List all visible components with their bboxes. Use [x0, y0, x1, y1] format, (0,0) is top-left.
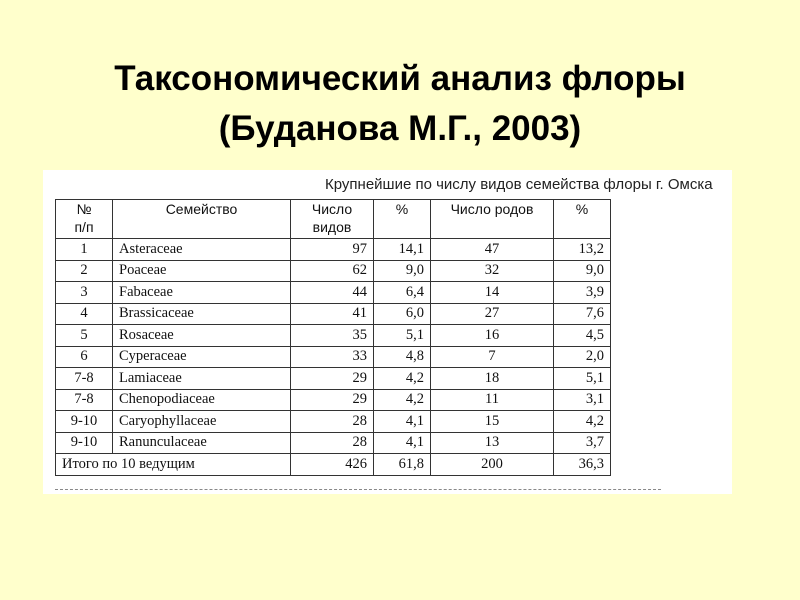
cell-pct-species: 9,0	[374, 260, 431, 282]
cell-pct-genera: 9,0	[554, 260, 611, 282]
cell-species: 28	[291, 432, 374, 454]
cell-num: 9-10	[56, 432, 113, 454]
cell-pct-species: 4,1	[374, 432, 431, 454]
cell-genera: 18	[431, 368, 554, 390]
table-footer	[56, 454, 611, 476]
cell-num: 1	[56, 239, 113, 261]
cell-family: Asteraceae	[113, 239, 291, 261]
cell-genera: 13	[431, 432, 554, 454]
cell-num: 4	[56, 303, 113, 325]
table-row	[56, 346, 611, 368]
table-caption: Крупнейшие по числу видов семейства флоры г. Омска	[325, 176, 713, 193]
header-species-line2: видов	[312, 219, 352, 235]
total-pct-species: 61,8	[374, 454, 431, 476]
cell-pct-genera: 5,1	[554, 368, 611, 390]
cell-pct-species: 6,0	[374, 303, 431, 325]
header-row	[56, 200, 611, 239]
cell-family: Rosaceae	[113, 325, 291, 347]
cell-species: 62	[291, 260, 374, 282]
cell-genera: 14	[431, 282, 554, 304]
cell-genera: 27	[431, 303, 554, 325]
cell-family: Chenopodiaceae	[113, 389, 291, 411]
cell-num: 6	[56, 346, 113, 368]
header-pct-genera: %	[554, 200, 611, 239]
cell-species: 41	[291, 303, 374, 325]
header-num-line1: №	[76, 201, 92, 217]
cell-species: 29	[291, 368, 374, 390]
cell-family: Lamiaceae	[113, 368, 291, 390]
cell-genera: 7	[431, 346, 554, 368]
cell-pct-species: 4,2	[374, 368, 431, 390]
cell-pct-genera: 3,1	[554, 389, 611, 411]
cell-species: 44	[291, 282, 374, 304]
cell-species: 29	[291, 389, 374, 411]
cell-num: 5	[56, 325, 113, 347]
total-row	[56, 454, 611, 476]
title-line-2: (Буданова М.Г., 2003)	[218, 109, 582, 148]
title-line-1: Таксономический анализ флоры	[114, 59, 686, 98]
cell-species: 28	[291, 411, 374, 433]
header-genera: Число родов	[431, 200, 554, 239]
cell-pct-species: 6,4	[374, 282, 431, 304]
total-species: 426	[291, 454, 374, 476]
table-row	[56, 432, 611, 454]
cell-family: Poaceae	[113, 260, 291, 282]
cell-num: 9-10	[56, 411, 113, 433]
table-row	[56, 368, 611, 390]
cell-genera: 16	[431, 325, 554, 347]
cell-family: Caryophyllaceae	[113, 411, 291, 433]
table-body	[56, 239, 611, 454]
cut-line-divider	[55, 489, 661, 493]
header-pct-species: %	[374, 200, 431, 239]
cell-pct-genera: 13,2	[554, 239, 611, 261]
header-species-line1: Число	[311, 201, 353, 217]
cell-species: 35	[291, 325, 374, 347]
cell-pct-genera: 3,9	[554, 282, 611, 304]
table-row	[56, 325, 611, 347]
cell-num: 2	[56, 260, 113, 282]
cell-num: 3	[56, 282, 113, 304]
total-pct-genera: 36,3	[554, 454, 611, 476]
cell-species: 97	[291, 239, 374, 261]
cell-num: 7-8	[56, 389, 113, 411]
table-row	[56, 303, 611, 325]
cell-pct-species: 14,1	[374, 239, 431, 261]
table-row	[56, 411, 611, 433]
cell-pct-genera: 4,5	[554, 325, 611, 347]
header-species	[291, 200, 374, 239]
cell-genera: 47	[431, 239, 554, 261]
cell-num: 7-8	[56, 368, 113, 390]
cell-family: Cyperaceae	[113, 346, 291, 368]
cell-pct-genera: 2,0	[554, 346, 611, 368]
cell-genera: 15	[431, 411, 554, 433]
table-row	[56, 260, 611, 282]
total-genera: 200	[431, 454, 554, 476]
header-family: Семейство	[113, 200, 291, 239]
cell-pct-species: 5,1	[374, 325, 431, 347]
cell-genera: 32	[431, 260, 554, 282]
cell-family: Ranunculaceae	[113, 432, 291, 454]
cell-pct-genera: 4,2	[554, 411, 611, 433]
cell-genera: 11	[431, 389, 554, 411]
table-header	[56, 200, 611, 239]
cell-pct-species: 4,8	[374, 346, 431, 368]
slide-title	[0, 54, 800, 154]
cell-family: Brassicaceae	[113, 303, 291, 325]
cell-pct-species: 4,1	[374, 411, 431, 433]
cell-pct-genera: 3,7	[554, 432, 611, 454]
table-row	[56, 282, 611, 304]
table-row	[56, 389, 611, 411]
cell-pct-species: 4,2	[374, 389, 431, 411]
table-row	[56, 239, 611, 261]
header-num	[56, 200, 113, 239]
table-panel	[43, 170, 732, 494]
cell-family: Fabaceae	[113, 282, 291, 304]
families-table	[55, 199, 611, 476]
cell-pct-genera: 7,6	[554, 303, 611, 325]
cell-species: 33	[291, 346, 374, 368]
total-label: Итого по 10 ведущим	[56, 454, 291, 476]
header-num-line2: п/п	[74, 219, 94, 235]
